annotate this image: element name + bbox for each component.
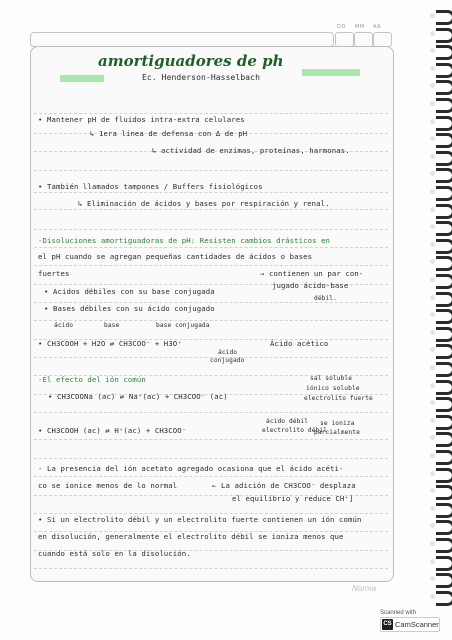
ring-wire: [436, 256, 452, 271]
text-line: el pH cuando se agregan pequeñas cantidades de ácidos o bases: [38, 252, 313, 261]
text-line: • CH3COONa (ac) ⇄ Na⁺(ac) + CH3COO⁻ (ac): [48, 392, 228, 401]
text-line: • También llamados tampones / Buffers fisiológicos: [38, 182, 263, 191]
text-line: -Disoluciones amortiguadoras de pH: Resisten cambios drásticos en: [38, 236, 331, 245]
spiral-ring: [430, 151, 452, 165]
date-label-month: MM: [355, 24, 365, 30]
text-line: electrolito fuerte: [304, 395, 373, 402]
spiral-ring: [430, 344, 452, 358]
spiral-ring: [430, 485, 452, 499]
punch-hole: [430, 471, 435, 476]
text-line: cuando está solo en la disolución.: [38, 549, 191, 558]
text-line: ácido débil: [266, 418, 309, 425]
text-line: se ioniza: [320, 420, 355, 427]
ruled-line: [34, 247, 388, 248]
spiral-ring: [430, 133, 452, 147]
highlight-left: [60, 75, 104, 82]
punch-hole: [430, 523, 435, 528]
ring-wire: [436, 221, 452, 236]
ring-wire: [436, 327, 452, 342]
punch-hole: [430, 435, 435, 440]
date-label-year: AA: [373, 24, 381, 30]
text-line: ↳ actividad de enzimas, proteínas, harmonas.: [152, 146, 350, 155]
ruled-line: [34, 458, 388, 459]
text-line: ácido: [54, 322, 74, 329]
punch-hole: [430, 136, 435, 141]
ruled-line: [34, 113, 388, 114]
ring-wire: [436, 591, 452, 606]
spiral-ring: [430, 28, 452, 42]
punch-hole: [430, 295, 435, 300]
punch-hole: [430, 418, 435, 423]
ruled-line: [34, 513, 388, 514]
ring-wire: [436, 133, 452, 148]
date-box-month: [354, 32, 373, 47]
ring-wire: [436, 239, 452, 254]
spiral-ring: [430, 468, 452, 482]
punch-hole: [430, 83, 435, 88]
ring-wire: [436, 573, 452, 588]
ruled-line: [34, 568, 388, 569]
spiral-ring: [430, 450, 452, 464]
ring-wire: [436, 63, 452, 78]
punch-hole: [430, 48, 435, 53]
punch-hole: [430, 365, 435, 370]
ring-wire: [436, 450, 452, 465]
punch-hole: [430, 559, 435, 564]
spiral-ring: [430, 538, 452, 552]
ruled-line: [34, 265, 388, 266]
spiral-ring: [430, 256, 452, 270]
date-label-day: DD: [337, 24, 346, 30]
text-line: • CH3COOH + H2O ⇄ CH3COO⁻ + H3O⁺: [38, 339, 182, 348]
punch-hole: [430, 541, 435, 546]
text-line: Ácido acético: [270, 339, 329, 348]
text-line: base conjugada: [156, 322, 210, 329]
punch-hole: [430, 207, 435, 212]
ring-wire: [436, 45, 452, 60]
spiral-ring: [430, 362, 452, 376]
text-line: ↳ 1era línea de defensa con Δ de pH: [90, 129, 248, 138]
ring-wire: [436, 116, 452, 131]
punch-hole: [430, 400, 435, 405]
spiral-ring: [430, 380, 452, 394]
date-box-day: [335, 32, 354, 47]
text-line: sal soluble: [310, 375, 353, 382]
ring-wire: [436, 292, 452, 307]
text-line: ← La adición de CH3COO⁻ desplaza: [212, 481, 356, 490]
text-line: en disolución, generalmente el electrolito débil se ioniza menos que: [38, 532, 344, 541]
camscanner-watermark: [380, 610, 440, 634]
text-line: • Acidos débiles con su base conjugada: [44, 287, 215, 296]
text-line: el equilibrio y reduce CH⁺]: [232, 494, 354, 503]
ruled-line: [34, 302, 388, 303]
ring-wire: [436, 80, 452, 95]
text-line: • Si un electrolito débil y un electrolito fuerte contienen un ión común: [38, 515, 362, 524]
ring-wire: [436, 28, 452, 43]
ring-wire: [436, 380, 452, 395]
punch-hole: [430, 119, 435, 124]
ring-wire: [436, 186, 452, 201]
date-box-year: [373, 32, 392, 47]
punch-hole: [430, 171, 435, 176]
ring-wire: [436, 468, 452, 483]
spiral-ring: [430, 98, 452, 112]
text-line: -El efecto del ión común: [38, 375, 146, 384]
punch-hole: [430, 259, 435, 264]
spiral-ring: [430, 221, 452, 235]
spiral-ring: [430, 397, 452, 411]
ring-wire: [436, 98, 452, 113]
spiral-ring: [430, 168, 452, 182]
punch-hole: [430, 154, 435, 159]
spiral-ring: [430, 503, 452, 517]
punch-hole: [430, 576, 435, 581]
highlight-right: [302, 69, 360, 76]
ruled-line: [34, 439, 388, 440]
text-line: • CH3COOH (ac) ⇄ H⁺(ac) + CH3COO⁻: [38, 426, 187, 435]
punch-hole: [430, 347, 435, 352]
spiral-ring: [430, 10, 452, 24]
ring-wire: [436, 151, 452, 166]
punch-hole: [430, 312, 435, 317]
text-line: conjugado: [210, 357, 245, 364]
spiral-ring: [430, 239, 452, 253]
text-line: → contienen un par con-: [260, 269, 364, 278]
punch-hole: [430, 13, 435, 18]
spiral-ring: [430, 591, 452, 605]
page-title: amortiguadores de ph: [98, 52, 284, 70]
text-line: fuertes: [38, 269, 70, 278]
text-line: parcialmente: [314, 429, 360, 436]
ruled-line: [34, 412, 388, 413]
punch-hole: [430, 224, 435, 229]
punch-hole: [430, 453, 435, 458]
notebook-top-bar: [30, 32, 334, 47]
spiral-ring: [430, 80, 452, 94]
ring-wire: [436, 415, 452, 430]
text-line: iónico soluble: [306, 385, 360, 392]
ruled-line: [34, 320, 388, 321]
spiral-ring: [430, 556, 452, 570]
ruled-line: [34, 476, 388, 477]
spiral-ring: [430, 520, 452, 534]
subtitle: Ec. Henderson-Hasselbach: [142, 73, 260, 82]
scanned-with-label: Scanned with: [380, 610, 417, 616]
punch-hole: [430, 383, 435, 388]
ring-wire: [436, 10, 452, 25]
spiral-ring: [430, 63, 452, 77]
text-line: • Mantener pH de fluidos intra-extra celulares: [38, 115, 245, 124]
ruled-line: [34, 229, 388, 230]
ruled-line: [34, 192, 388, 193]
ring-wire: [436, 556, 452, 571]
camscanner-badge: [380, 617, 440, 632]
punch-hole: [430, 66, 435, 71]
spiral-ring: [430, 45, 452, 59]
spiral-ring: [430, 204, 452, 218]
spiral-ring: [430, 432, 452, 446]
ring-wire: [436, 503, 452, 518]
text-line: electrolito débil: [262, 427, 328, 434]
camscanner-label: CamScanner: [395, 620, 439, 629]
ring-wire: [436, 274, 452, 289]
ring-wire: [436, 485, 452, 500]
spiral-ring: [430, 415, 452, 429]
text-line: ácido: [218, 349, 238, 356]
text-line: - La presencia del ión acetato agregado ocasiona que el ácido acéti-: [38, 464, 344, 473]
ring-wire: [436, 538, 452, 553]
text-line: co se ionice menos de lo normal: [38, 481, 178, 490]
spiral-ring: [430, 573, 452, 587]
ring-wire: [436, 397, 452, 412]
ring-wire: [436, 309, 452, 324]
punch-hole: [430, 189, 435, 194]
ruled-line: [34, 209, 388, 210]
spiral-ring: [430, 116, 452, 130]
punch-hole: [430, 242, 435, 247]
spiral-ring: [430, 309, 452, 323]
punch-hole: [430, 506, 435, 511]
punch-hole: [430, 101, 435, 106]
text-line: débil.: [314, 295, 337, 302]
ring-wire: [436, 520, 452, 535]
ruled-line: [34, 170, 388, 171]
ring-wire: [436, 204, 452, 219]
ring-wire: [436, 362, 452, 377]
punch-hole: [430, 488, 435, 493]
ring-wire: [436, 344, 452, 359]
punch-hole: [430, 594, 435, 599]
punch-hole: [430, 330, 435, 335]
camscanner-icon: CS: [382, 619, 393, 630]
spiral-ring: [430, 327, 452, 341]
text-line: base: [104, 322, 120, 329]
punch-hole: [430, 277, 435, 282]
text-line: ↳ Eliminación de ácidos y bases por respiración y renal.: [78, 199, 330, 208]
text-line: jugado ácido-base: [272, 281, 349, 290]
punch-hole: [430, 31, 435, 36]
spiral-ring: [430, 292, 452, 306]
spiral-ring: [430, 186, 452, 200]
text-line: • Bases débiles con su ácido conjugado: [44, 304, 215, 313]
notebook-brand-logo: Norma: [352, 584, 377, 593]
ring-wire: [436, 168, 452, 183]
ring-wire: [436, 432, 452, 447]
spiral-ring: [430, 274, 452, 288]
